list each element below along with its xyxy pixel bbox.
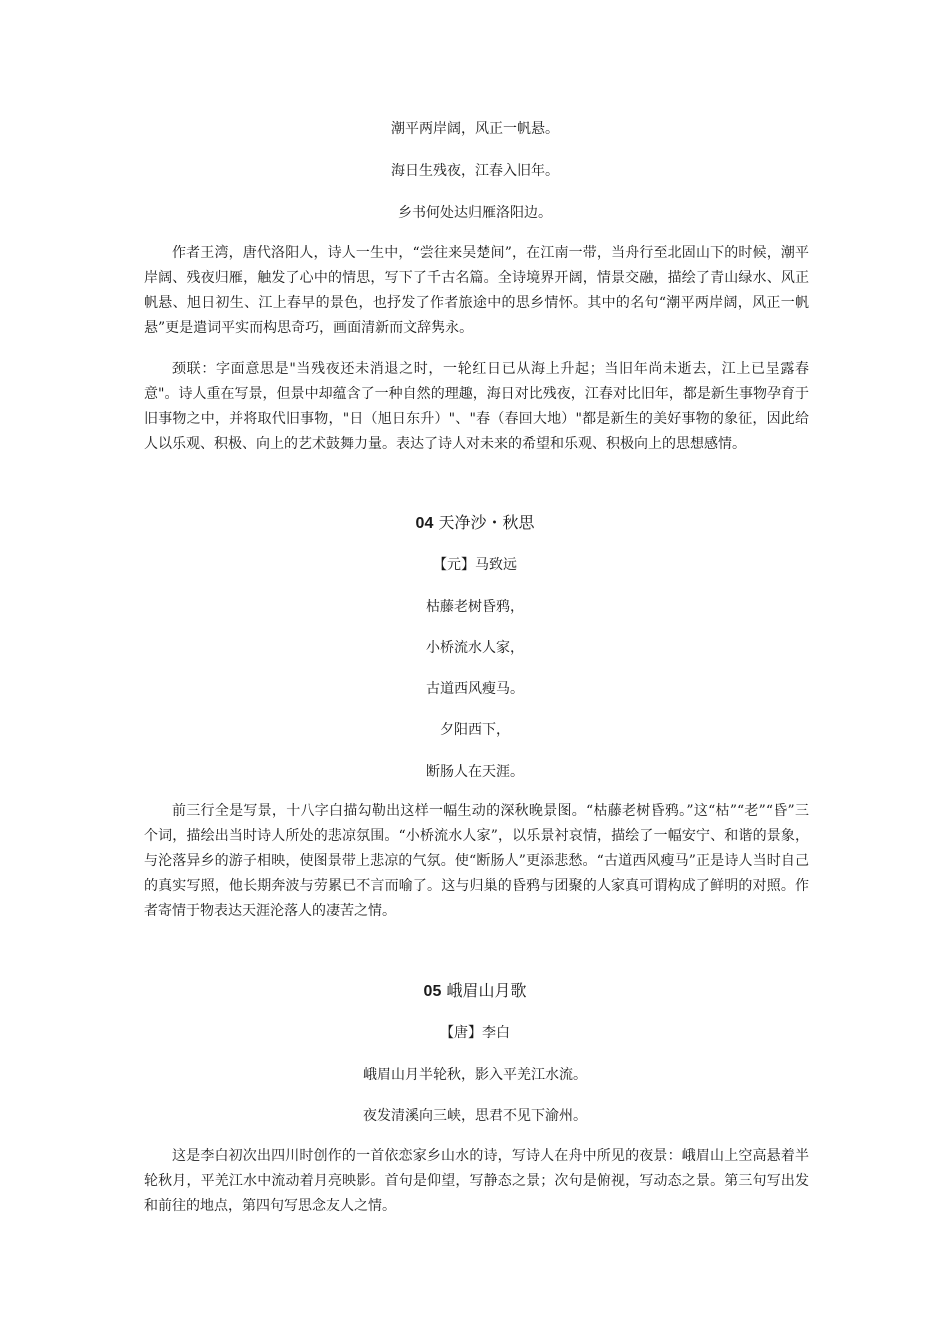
poem-line: 潮平两岸阔，风正一帆悬。: [391, 121, 559, 137]
poem-title: 峨眉山月歌: [446, 981, 527, 1000]
section-heading: [0, 512, 950, 535]
commentary-paragraph: 前三行全是写景，十八字白描勾勒出这样一幅生动的深秋晚景图。“枯藤老树昏鸦。”这“枯”“老”“昏”三个词，描绘出当时诗人所处的悲凉氛围。“小桥流水人家”，以乐景衬哀情，描绘了一幅安宁、和谐的景象，与沦落异乡的游子相映，使图景带上悲凉的气氛。使“断肠人”更添悲愁。“古道西风瘦马”正是诗人当时自己的真实写照，他长期奔波与劳累已不言而喻了。这与归巢的昏鸦与团聚的人家真可谓构成了鲜明的对照。作者寄情于物表达天涯沦落人的凄苦之情。: [144, 803, 809, 919]
poem-line: 枯藤老树昏鸦，: [426, 599, 524, 615]
section-number: 04: [415, 515, 434, 532]
poem-line: 小桥流水人家，: [426, 640, 524, 656]
poem-line: 峨眉山月半轮秋，影入平羌江水流。: [363, 1067, 587, 1083]
poem-author: 【唐】李白: [440, 1025, 510, 1041]
poem-author: 【元】马致远: [433, 557, 517, 573]
poem-line: 断肠人在天涯。: [426, 764, 524, 780]
commentary-paragraph: 作者王湾，唐代洛阳人，诗人一生中，“尝往来吴楚间”，在江南一带，当舟行至北固山下的时候，潮平岸阔、残夜归雁，触发了心中的情思，写下了千古名篇。全诗境界开阔，情景交融，描绘了青山绿水、风正帆悬、旭日初生、江上春早的景色，也抒发了作者旅途中的思乡情怀。其中的名句“潮平两岸阔，风正一帆悬”更是遣词平实而构思奇巧，画面清新而文辞隽永。: [144, 245, 809, 336]
poem-line: 夜发清溪向三峡，思君不见下渝州。: [363, 1108, 587, 1124]
poem-title: 天净沙・秋思: [438, 513, 535, 532]
poem-line: 古道西风瘦马。: [426, 681, 524, 697]
commentary-paragraph: 这是李白初次出四川时创作的一首依恋家乡山水的诗，写诗人在舟中所见的夜景：峨眉山上空高悬着半轮秋月，平羌江水中流动着月亮映影。首句是仰望，写静态之景；次句是俯视，写动态之景。第三句写出发和前往的地点，第四句写思念友人之情。: [144, 1148, 809, 1214]
poem-line: 海日生残夜，江春入旧年。: [391, 163, 559, 179]
commentary-paragraph: 颈联：字面意思是"当残夜还未消退之时，一轮红日已从海上升起；当旧年尚未逝去，江上已呈露春意"。诗人重在写景，但景中却蕴含了一种自然的理趣，海日对比残夜，江春对比旧年，都是新生事物孕育于旧事物之中，并将取代旧事物，"日（旭日东升）"、"春（春回大地）"都是新生的美好事物的象征，因此给人以乐观、积极、向上的艺术鼓舞力量。表达了诗人对未来的希望和乐观、积极向上的思想感情。: [144, 361, 809, 452]
poem-line: 夕阳西下，: [440, 722, 510, 738]
section-heading: [0, 980, 950, 1003]
poem-line: 乡书何处达归雁洛阳边。: [398, 205, 552, 221]
section-number: 05: [423, 983, 442, 1000]
